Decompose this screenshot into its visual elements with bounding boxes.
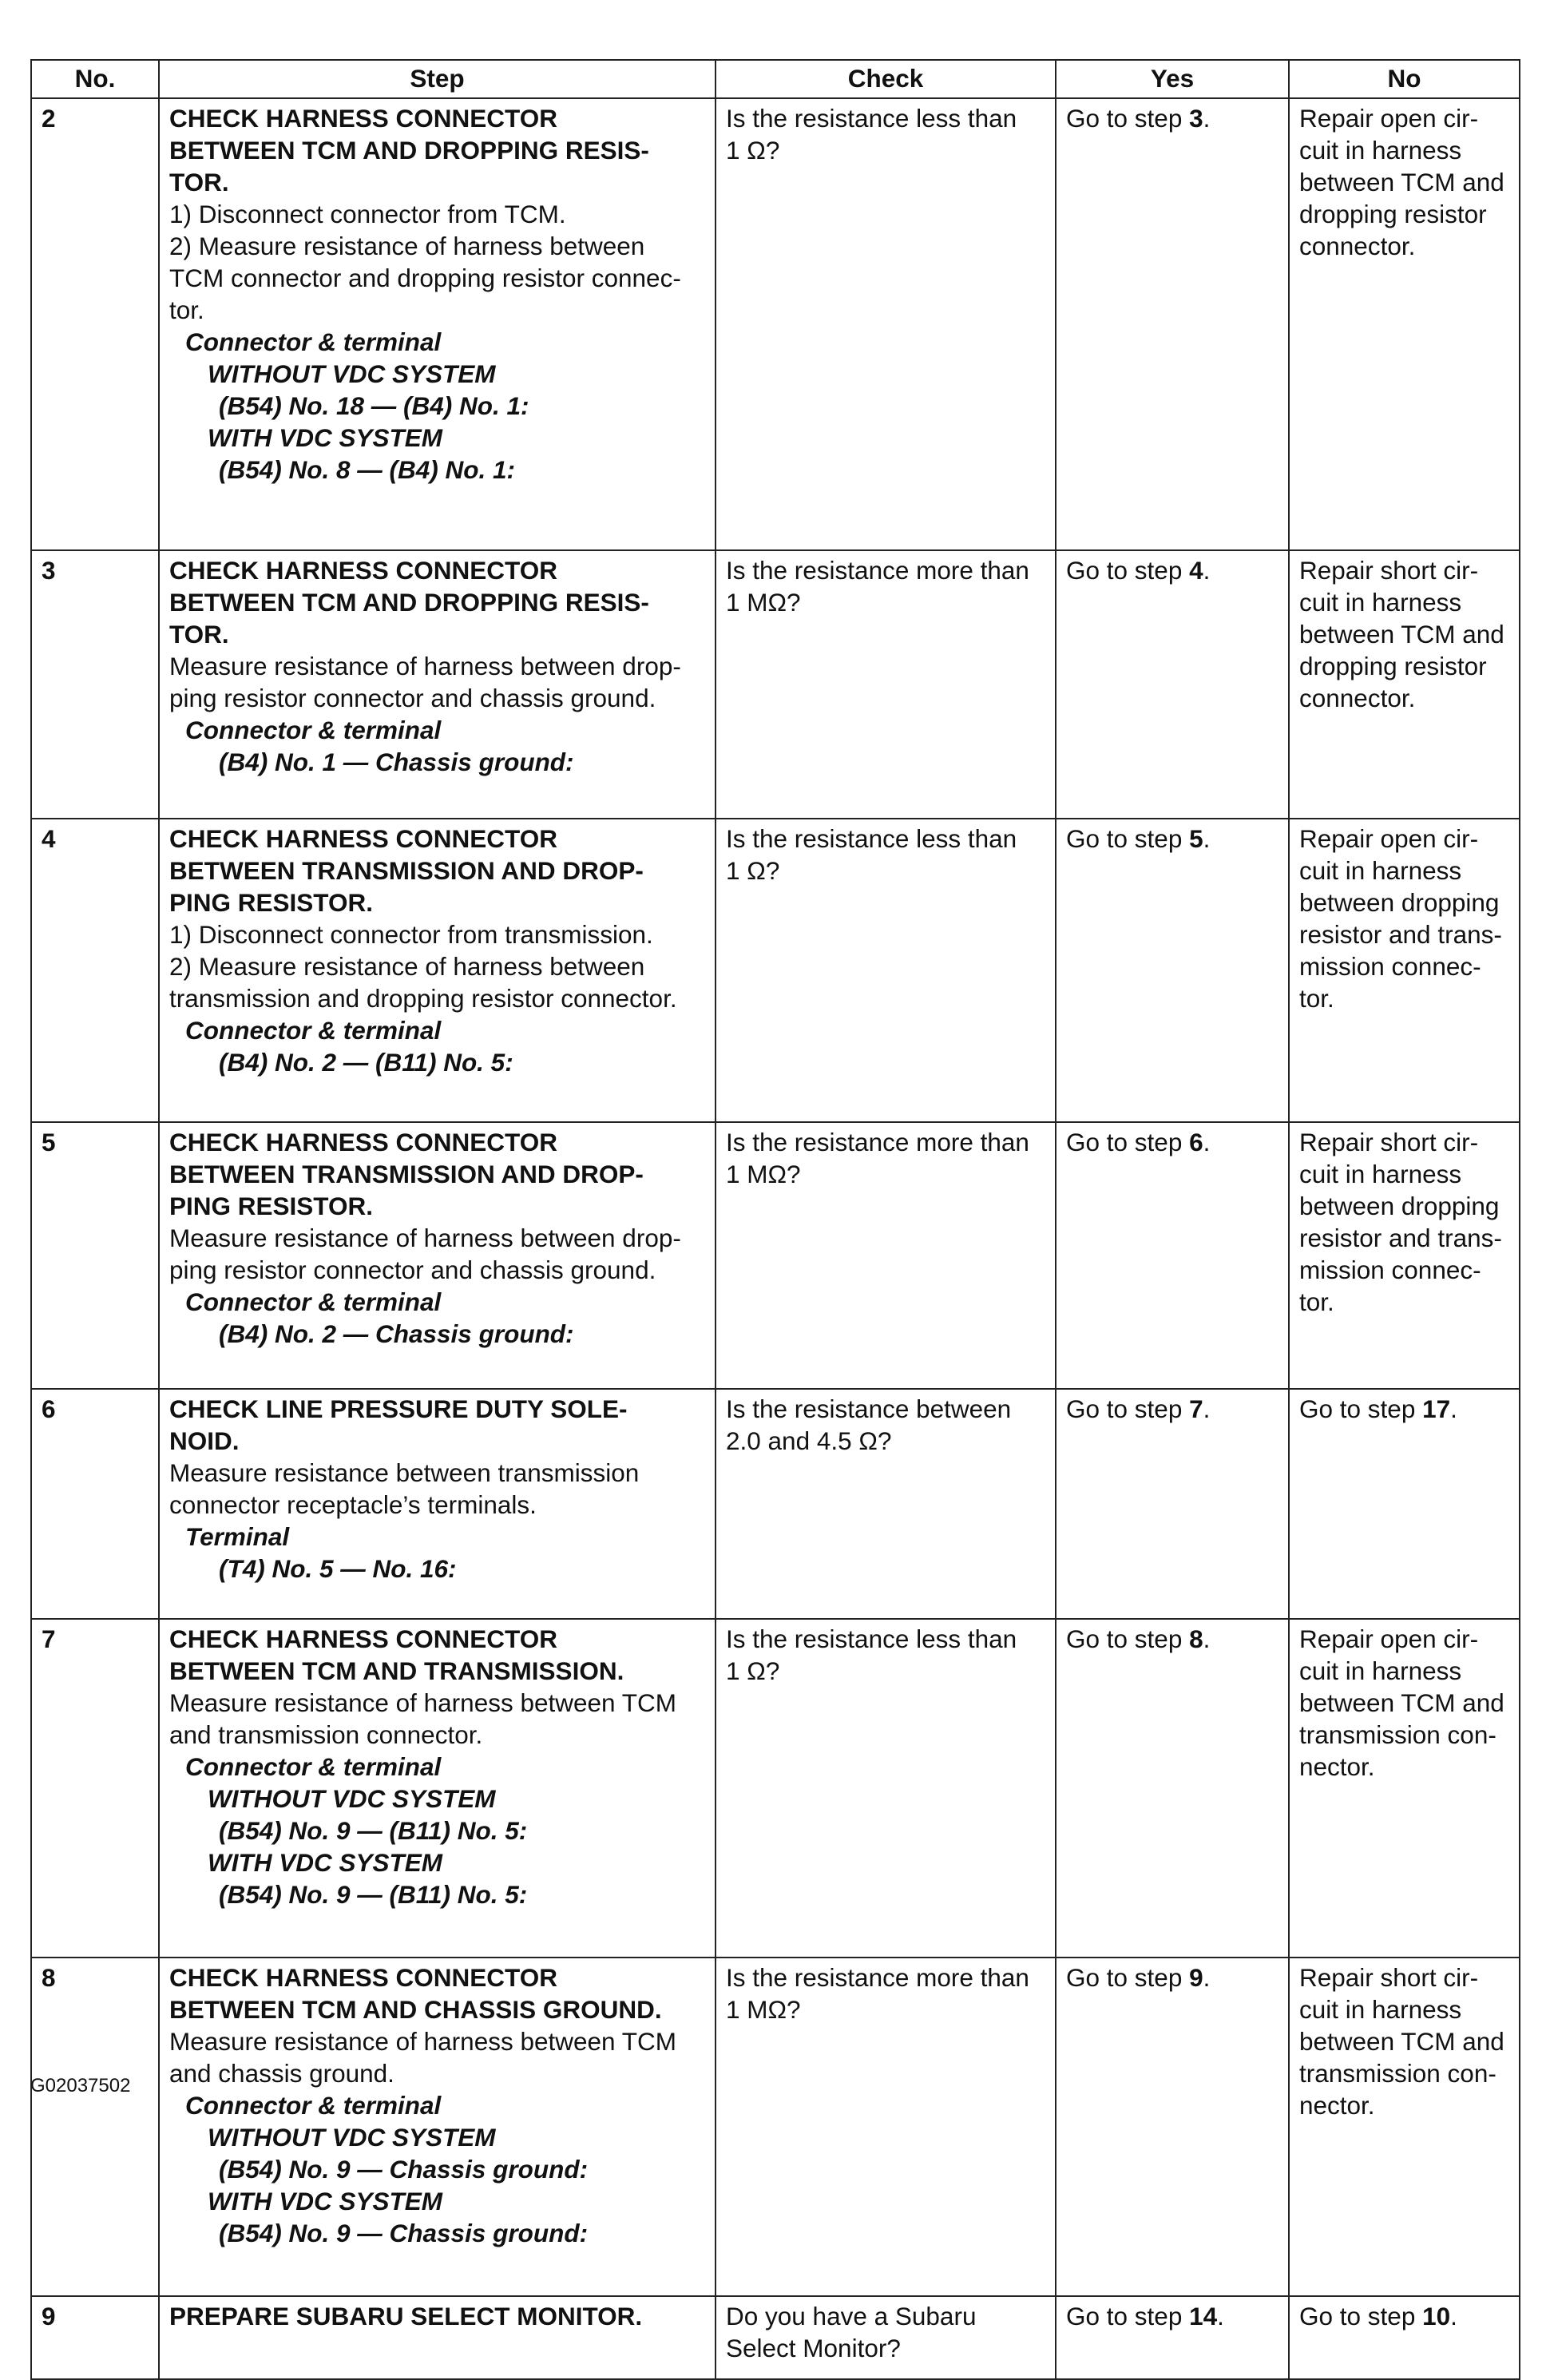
no-cell — [1289, 819, 1520, 1122]
header-row — [31, 60, 1520, 98]
table-row — [31, 1122, 1520, 1389]
spec-line: (B54) No. 9 — Chassis ground: — [219, 2155, 589, 2184]
step-instruction-line: 1) Disconnect connector from transmission. — [169, 920, 653, 949]
no-text-line: between TCM and — [1299, 620, 1504, 649]
step-instruction-line: Measure resistance of harness between drop- — [169, 1224, 681, 1252]
spec-label: Connector & terminal — [185, 1016, 442, 1045]
no-text-line: Repair open cir- — [1299, 824, 1479, 853]
spec-line: WITH VDC SYSTEM — [208, 423, 443, 452]
yes-cell — [1056, 98, 1289, 550]
step-title-line: BETWEEN TRANSMISSION AND DROP- — [169, 856, 644, 885]
step-cell — [159, 98, 716, 550]
step-title-line: CHECK LINE PRESSURE DUTY SOLE- — [169, 1394, 628, 1423]
check-cell — [716, 1958, 1056, 2296]
step-instruction-line: ping resistor connector and chassis ground. — [169, 684, 656, 712]
spec-line: (B54) No. 18 — (B4) No. 1: — [219, 391, 529, 420]
no-text-line: cuit in harness — [1299, 1160, 1462, 1188]
yes-line — [1066, 1962, 1278, 1993]
no-prefix: Go to step — [1299, 1394, 1423, 1423]
no-text-line: tor. — [1299, 1287, 1334, 1316]
no-text-line: dropping resistor — [1299, 652, 1487, 680]
step-instruction-line: Measure resistance of harness between TCM — [169, 2027, 676, 2056]
no-cell — [1289, 1958, 1520, 2296]
step-instruction-line: tor. — [169, 296, 204, 324]
header-no: No. — [31, 60, 159, 98]
table-row — [31, 1619, 1520, 1958]
no-text-line: cuit in harness — [1299, 1656, 1462, 1685]
step-title-line: BETWEEN TCM AND DROPPING RESIS- — [169, 136, 649, 165]
yes-step-number: 9 — [1189, 1963, 1203, 1992]
check-cell — [716, 2296, 1056, 2379]
spec-line: (B4) No. 1 — Chassis ground: — [219, 748, 574, 776]
no-text-line: connector. — [1299, 232, 1416, 260]
yes-suffix: . — [1217, 2302, 1224, 2330]
step-number: 8 — [31, 1958, 159, 2296]
step-cell — [159, 1619, 716, 1958]
step-number: 2 — [31, 98, 159, 550]
check-line: Is the resistance more than — [726, 1128, 1029, 1156]
spec-line: (T4) No. 5 — No. 16: — [219, 1554, 457, 1583]
no-text-line: Repair short cir- — [1299, 1128, 1479, 1156]
check-line: 1 MΩ? — [726, 588, 801, 617]
no-suffix: . — [1450, 2302, 1457, 2330]
step-title-line: PREPARE SUBARU SELECT MONITOR. — [169, 2302, 643, 2330]
check-line: 1 Ω? — [726, 856, 780, 885]
step-instruction-line: ping resistor connector and chassis ground. — [169, 1255, 656, 1284]
header-step: Step — [159, 60, 716, 98]
check-cell — [716, 98, 1056, 550]
no-cell — [1289, 1619, 1520, 1958]
no-text-line: between TCM and — [1299, 168, 1504, 196]
check-line: Is the resistance less than — [726, 824, 1017, 853]
check-line: 1 MΩ? — [726, 1160, 801, 1188]
check-line: Select Monitor? — [726, 2334, 901, 2362]
no-text-line: Repair open cir- — [1299, 1624, 1479, 1653]
no-step-number: 10 — [1422, 2302, 1451, 2330]
no-cell — [1289, 1389, 1520, 1619]
yes-step-number: 3 — [1189, 104, 1203, 133]
yes-line — [1066, 823, 1278, 855]
table-row — [31, 1958, 1520, 2296]
no-prefix: Go to step — [1299, 2302, 1423, 2330]
step-title-line: TOR. — [169, 168, 229, 196]
yes-step-number: 7 — [1189, 1394, 1203, 1423]
check-cell — [716, 819, 1056, 1122]
step-title-line: PING RESISTOR. — [169, 888, 373, 917]
no-text-line: transmission con- — [1299, 2059, 1496, 2088]
check-cell — [716, 1389, 1056, 1619]
spec-line: WITH VDC SYSTEM — [208, 1848, 443, 1877]
yes-line — [1066, 1623, 1278, 1655]
step-instruction-line: 1) Disconnect connector from TCM. — [169, 200, 566, 228]
no-cell — [1289, 98, 1520, 550]
no-text-line: connector. — [1299, 684, 1416, 712]
step-instruction-line: 2) Measure resistance of harness between — [169, 232, 645, 260]
no-text-line: cuit in harness — [1299, 856, 1462, 885]
yes-suffix: . — [1203, 104, 1211, 133]
spec-line: WITHOUT VDC SYSTEM — [208, 1784, 496, 1813]
yes-line — [1066, 554, 1278, 586]
yes-cell — [1056, 1619, 1289, 1958]
no-text-line: Repair open cir- — [1299, 104, 1479, 133]
spec-label: Connector & terminal — [185, 1752, 442, 1781]
yes-line — [1066, 1126, 1278, 1158]
yes-cell — [1056, 550, 1289, 819]
spec-line: (B54) No. 9 — (B11) No. 5: — [219, 1880, 528, 1909]
no-text-line: nector. — [1299, 2091, 1375, 2120]
check-line: Do you have a Subaru — [726, 2302, 977, 2330]
table-row — [31, 1389, 1520, 1619]
yes-line — [1066, 102, 1278, 134]
no-text-line: between dropping — [1299, 1192, 1500, 1220]
diagnostic-table — [30, 59, 1520, 2380]
step-instruction-line: and transmission connector. — [169, 1720, 483, 1749]
check-cell — [716, 1122, 1056, 1389]
step-instruction-line: transmission and dropping resistor connector. — [169, 984, 677, 1013]
yes-line — [1066, 2300, 1278, 2332]
yes-line — [1066, 1393, 1278, 1425]
no-cell — [1289, 550, 1520, 819]
check-line: Is the resistance more than — [726, 556, 1029, 585]
step-instruction-line: connector receptacle’s terminals. — [169, 1490, 537, 1519]
no-text-line: resistor and trans- — [1299, 1224, 1502, 1252]
spec-label: Connector & terminal — [185, 1287, 442, 1316]
check-line: Is the resistance less than — [726, 1624, 1017, 1653]
check-line: Is the resistance between — [726, 1394, 1012, 1423]
no-text-line: tor. — [1299, 984, 1334, 1013]
header-no-result: No — [1289, 60, 1520, 98]
check-line: 1 Ω? — [726, 1656, 780, 1685]
step-number: 9 — [31, 2296, 159, 2379]
table-row — [31, 550, 1520, 819]
no-text-line: between TCM and — [1299, 1688, 1504, 1717]
yes-prefix: Go to step — [1066, 1963, 1190, 1992]
step-instruction-line: 2) Measure resistance of harness between — [169, 952, 645, 981]
yes-step-number: 4 — [1189, 556, 1203, 585]
check-line: Is the resistance less than — [726, 104, 1017, 133]
step-title-line: CHECK HARNESS CONNECTOR — [169, 1624, 557, 1653]
no-text-line: cuit in harness — [1299, 588, 1462, 617]
step-instruction-line: TCM connector and dropping resistor connec- — [169, 264, 681, 292]
step-title-line: PING RESISTOR. — [169, 1192, 373, 1220]
step-cell — [159, 1958, 716, 2296]
table-row — [31, 2296, 1520, 2379]
yes-step-number: 14 — [1189, 2302, 1218, 2330]
step-cell — [159, 819, 716, 1122]
table-row — [31, 98, 1520, 550]
step-title-line: BETWEEN TCM AND CHASSIS GROUND. — [169, 1995, 662, 2024]
yes-prefix: Go to step — [1066, 1394, 1190, 1423]
step-title-line: TOR. — [169, 620, 229, 649]
yes-cell — [1056, 1122, 1289, 1389]
no-suffix: . — [1450, 1394, 1457, 1423]
no-text-line: cuit in harness — [1299, 1995, 1462, 2024]
spec-line: WITH VDC SYSTEM — [208, 2187, 443, 2215]
check-line: Is the resistance more than — [726, 1963, 1029, 1992]
yes-step-number: 6 — [1189, 1128, 1203, 1156]
no-text-line: dropping resistor — [1299, 200, 1487, 228]
no-text-line: mission connec- — [1299, 952, 1481, 981]
step-cell — [159, 1389, 716, 1619]
check-cell — [716, 1619, 1056, 1958]
spec-label: Connector & terminal — [185, 716, 442, 744]
step-number: 3 — [31, 550, 159, 819]
spec-label: Connector & terminal — [185, 327, 442, 356]
yes-prefix: Go to step — [1066, 556, 1190, 585]
yes-suffix: . — [1203, 1624, 1211, 1653]
yes-suffix: . — [1203, 1128, 1211, 1156]
spec-line: (B54) No. 8 — (B4) No. 1: — [219, 455, 516, 484]
header-check: Check — [716, 60, 1056, 98]
no-text-line: Repair short cir- — [1299, 1963, 1479, 1992]
step-instruction-line: and chassis ground. — [169, 2059, 394, 2088]
step-cell — [159, 550, 716, 819]
step-instruction-line: Measure resistance between transmission — [169, 1458, 640, 1487]
spec-line: WITHOUT VDC SYSTEM — [208, 2123, 496, 2152]
step-title-line: BETWEEN TRANSMISSION AND DROP- — [169, 1160, 644, 1188]
spec-line: (B4) No. 2 — (B11) No. 5: — [219, 1048, 513, 1077]
table-row — [31, 819, 1520, 1122]
no-text-line: transmission con- — [1299, 1720, 1496, 1749]
yes-step-number: 8 — [1189, 1624, 1203, 1653]
step-title-line: CHECK HARNESS CONNECTOR — [169, 1963, 557, 1992]
table-body — [31, 98, 1520, 2379]
yes-suffix: . — [1203, 824, 1211, 853]
step-number: 6 — [31, 1389, 159, 1619]
header-yes: Yes — [1056, 60, 1289, 98]
no-text-line: mission connec- — [1299, 1255, 1481, 1284]
no-text-line: cuit in harness — [1299, 136, 1462, 165]
check-line: 1 MΩ? — [726, 1995, 801, 2024]
no-line — [1299, 2300, 1509, 2332]
yes-cell — [1056, 1389, 1289, 1619]
step-instruction-line: Measure resistance of harness between drop- — [169, 652, 681, 680]
step-title-line: CHECK HARNESS CONNECTOR — [169, 556, 557, 585]
no-text-line: resistor and trans- — [1299, 920, 1502, 949]
yes-suffix: . — [1203, 1394, 1211, 1423]
step-title-line: CHECK HARNESS CONNECTOR — [169, 824, 557, 853]
step-number: 4 — [31, 819, 159, 1122]
step-title-line: BETWEEN TCM AND TRANSMISSION. — [169, 1656, 624, 1685]
yes-prefix: Go to step — [1066, 104, 1190, 133]
no-cell — [1289, 1122, 1520, 1389]
step-instruction-line: Measure resistance of harness between TCM — [169, 1688, 676, 1717]
step-cell — [159, 2296, 716, 2379]
no-text-line: nector. — [1299, 1752, 1375, 1781]
yes-cell — [1056, 819, 1289, 1122]
yes-prefix: Go to step — [1066, 1128, 1190, 1156]
spec-line: WITHOUT VDC SYSTEM — [208, 359, 496, 388]
spec-label: Terminal — [185, 1522, 290, 1551]
yes-step-number: 5 — [1189, 824, 1203, 853]
spec-line: (B54) No. 9 — Chassis ground: — [219, 2219, 589, 2247]
no-line — [1299, 1393, 1509, 1425]
yes-cell — [1056, 2296, 1289, 2379]
step-title-line: BETWEEN TCM AND DROPPING RESIS- — [169, 588, 649, 617]
check-line: 2.0 and 4.5 Ω? — [726, 1426, 892, 1455]
no-cell — [1289, 2296, 1520, 2379]
step-title-line: CHECK HARNESS CONNECTOR — [169, 104, 557, 133]
check-line: 1 Ω? — [726, 136, 780, 165]
figure-code: G02037502 — [30, 2075, 131, 2096]
yes-suffix: . — [1203, 1963, 1211, 1992]
no-text-line: between dropping — [1299, 888, 1500, 917]
step-number: 7 — [31, 1619, 159, 1958]
step-cell — [159, 1122, 716, 1389]
step-title-line: NOID. — [169, 1426, 240, 1455]
spec-label: Connector & terminal — [185, 2091, 442, 2120]
yes-prefix: Go to step — [1066, 1624, 1190, 1653]
step-title-line: CHECK HARNESS CONNECTOR — [169, 1128, 557, 1156]
yes-prefix: Go to step — [1066, 2302, 1190, 2330]
check-cell — [716, 550, 1056, 819]
yes-cell — [1056, 1958, 1289, 2296]
no-step-number: 17 — [1422, 1394, 1451, 1423]
yes-prefix: Go to step — [1066, 824, 1190, 853]
step-number: 5 — [31, 1122, 159, 1389]
no-text-line: between TCM and — [1299, 2027, 1504, 2056]
no-text-line: Repair short cir- — [1299, 556, 1479, 585]
spec-line: (B4) No. 2 — Chassis ground: — [219, 1319, 574, 1348]
spec-line: (B54) No. 9 — (B11) No. 5: — [219, 1816, 528, 1845]
yes-suffix: . — [1203, 556, 1211, 585]
